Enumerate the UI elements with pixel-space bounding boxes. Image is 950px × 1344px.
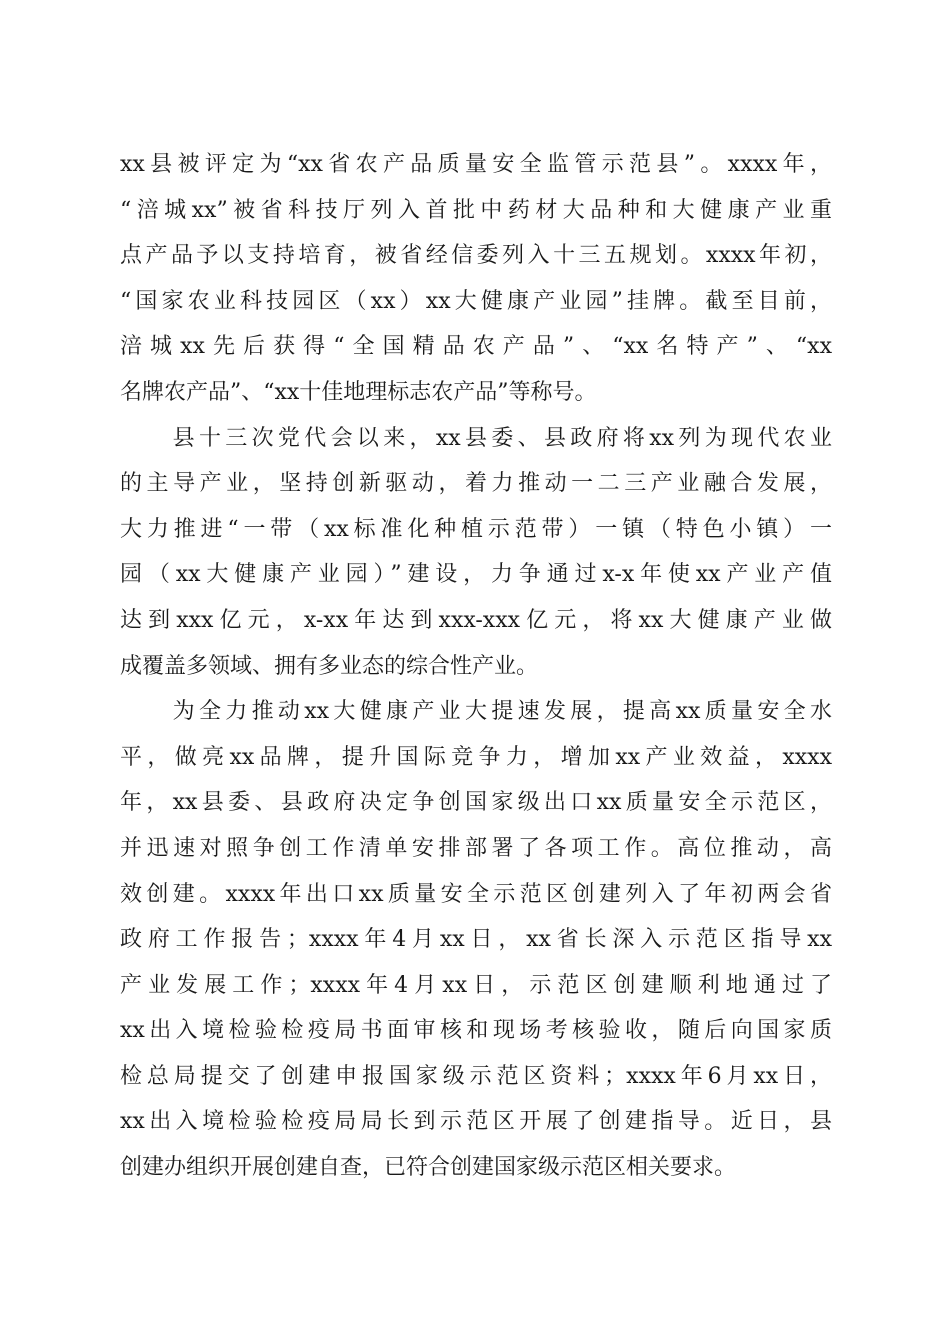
paragraph-3 <box>120 689 832 1191</box>
text-line: 点产品予以支持培育，被省经信委列入十三五规划。xxxx年初， <box>120 243 832 269</box>
text-line: “国家农业科技园区（xx）xx大健康产业园”挂牌。截至目前， <box>120 288 832 314</box>
text-line: 涪城xx先后获得“全国精品农产品”、“xx名特产”、“xx <box>120 334 832 360</box>
text-line: 县十三次党代会以来，xx县委、县政府将xx列为现代农业 <box>120 425 832 451</box>
text-line: 大力推进“一带（xx标准化种植示范带）一镇（特色小镇）一 <box>120 516 832 542</box>
text-line: xx出入境检验检疫局局长到示范区开展了创建指导。近日，县 <box>120 1109 832 1135</box>
paragraph-2 <box>120 416 832 690</box>
text-line: 检总局提交了创建申报国家级示范区资料；xxxx年6月xx日， <box>120 1063 832 1089</box>
document-body <box>120 142 832 1191</box>
text-line: 年，xx县委、县政府决定争创国家级出口xx质量安全示范区， <box>120 790 832 816</box>
text-line: 为全力推动xx大健康产业大提速发展，提高xx质量安全水 <box>120 699 832 725</box>
text-line: xx县被评定为“xx省农产品质量安全监管示范县”。xxxx年， <box>120 152 832 177</box>
text-line: xx出入境检验检疫局书面审核和现场考核验收，随后向国家质 <box>120 1018 832 1044</box>
text-line: 平，做亮xx品牌，提升国际竞争力，增加xx产业效益，xxxx <box>120 744 832 770</box>
text-line: 产业发展工作；xxxx年4月xx日，示范区创建顺利地通过了 <box>120 972 832 998</box>
text-line: 政府工作报告；xxxx年4月xx日，xx省长深入示范区指导xx <box>120 927 832 953</box>
text-line: 创建办组织开展创建自查，已符合创建国家级示范区相关要求。 <box>120 1155 737 1181</box>
text-line: 的主导产业，坚持创新驱动，着力推动一二三产业融合发展， <box>120 471 832 497</box>
text-line: 园（xx大健康产业园）”建设，力争通过x-x年使xx产业产值 <box>120 562 832 588</box>
paragraph-1 <box>120 142 832 416</box>
text-line: 并迅速对照争创工作清单安排部署了各项工作。高位推动，高 <box>120 835 832 861</box>
text-line: 达到xxx亿元，x-xx年达到xxx-xxx亿元，将xx大健康产业做 <box>120 607 832 633</box>
text-line: 效创建。xxxx年出口xx质量安全示范区创建列入了年初两会省 <box>120 881 832 907</box>
text-line: “涪城xx”被省科技厅列入首批中药材大品种和大健康产业重 <box>120 197 832 223</box>
text-line: 成覆盖多领域、拥有多业态的综合性产业。 <box>120 653 539 679</box>
text-line: 名牌农产品”、“xx十佳地理标志农产品”等称号。 <box>120 379 597 405</box>
